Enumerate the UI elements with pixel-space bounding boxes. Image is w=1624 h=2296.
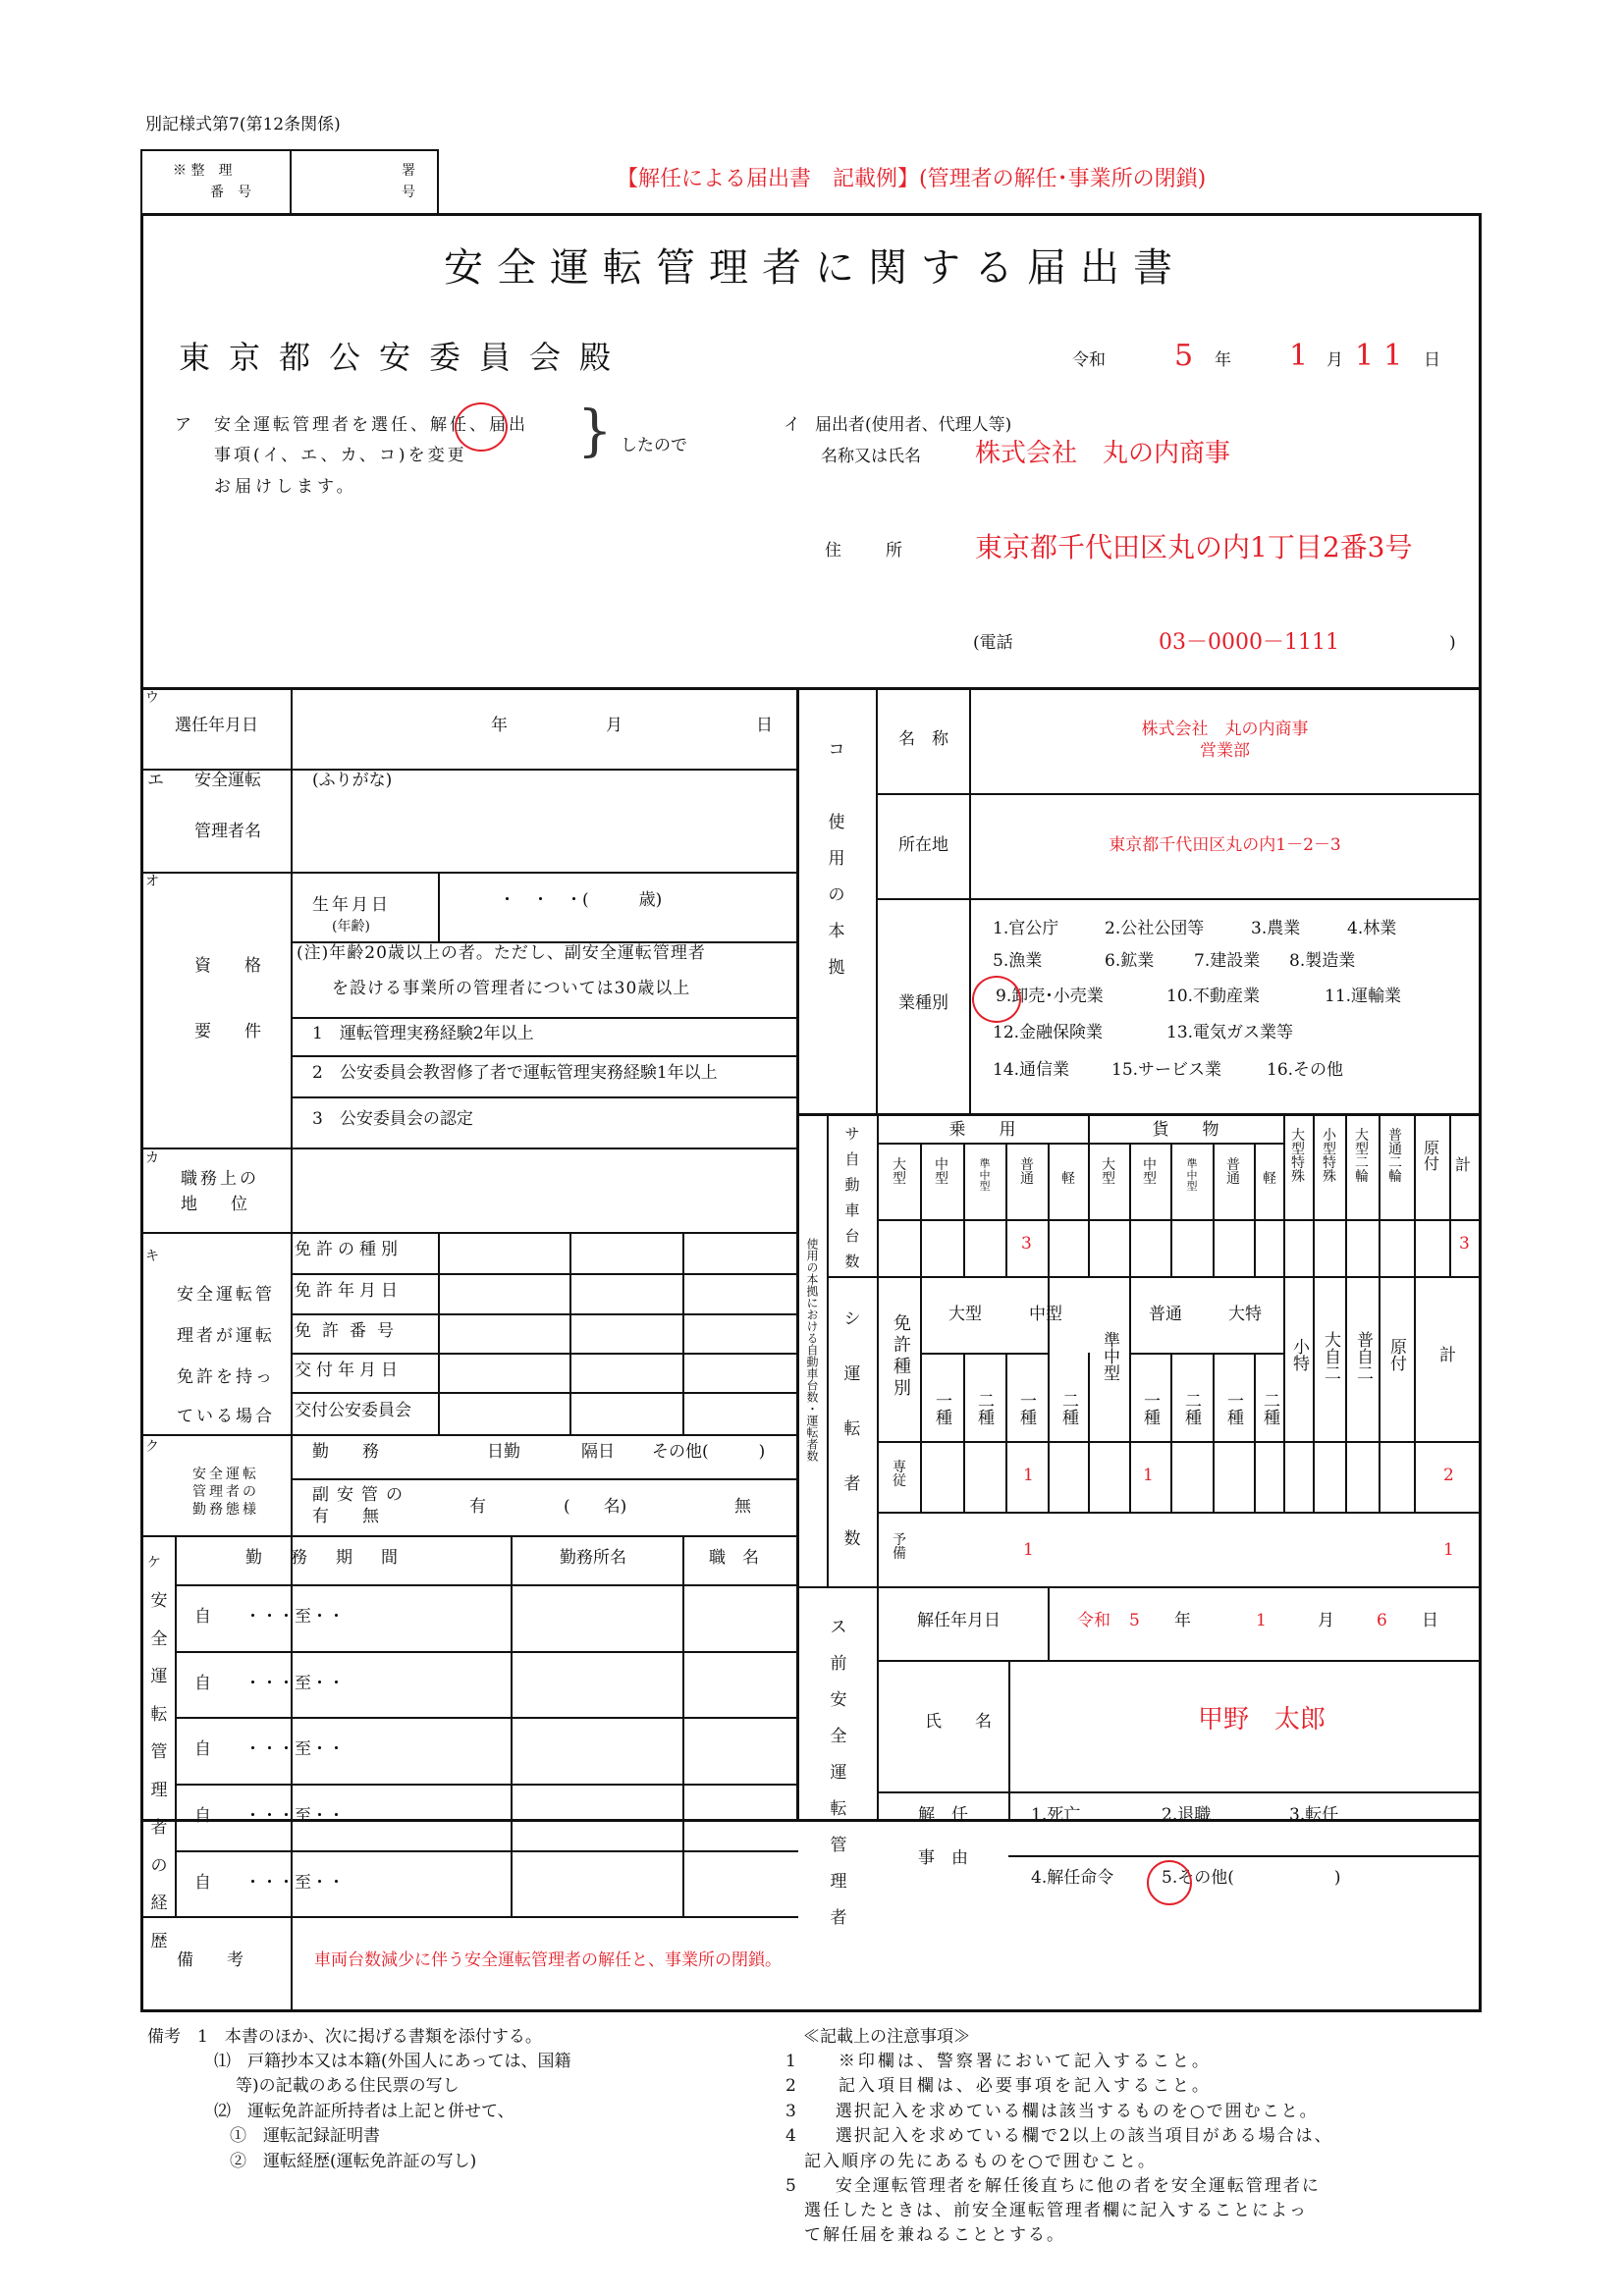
example-note: 【解任による届出書 記載例】(管理者の解任･事業所の閉鎖) (617, 167, 1207, 191)
reception-go: 号 (402, 185, 415, 200)
page-title: 安全運転管理者に関する届出書 (444, 245, 1186, 291)
driver-yobi-total: 1 (1443, 1540, 1454, 1560)
remarks-label: 備 考 (177, 1950, 244, 1970)
driver-senju-total: 2 (1443, 1466, 1454, 1485)
applicant-tel: 03－0000－1111 (1159, 630, 1339, 655)
applicant-name: 株式会社 丸の内商事 (975, 439, 1231, 468)
form-id: 別記様式第7(第12条関係) (145, 115, 341, 134)
vehicle-count-total: 3 (1459, 1234, 1470, 1254)
remarks-text: 車両台数減少に伴う安全運転管理者の解任と、事業所の閉鎖。 (314, 1950, 782, 1970)
reception-sho: 署 (402, 163, 415, 179)
selected-industry-circle (972, 976, 1021, 1023)
selected-reason-circle (1147, 1860, 1192, 1905)
driver-senju-chugata: 1 (1023, 1466, 1034, 1485)
driver-yobi-chugata: 1 (1023, 1540, 1034, 1560)
reception-bango: 番 号 (210, 185, 251, 200)
driver-senju-futsu: 1 (1143, 1466, 1154, 1485)
selected-kainin-circle (455, 402, 508, 452)
vehicle-count-futsu: 3 (1021, 1234, 1032, 1254)
addressee: 東京都公安委員会殿 (179, 339, 630, 376)
applicant-address: 東京都千代田区丸の内1丁目2番3号 (975, 531, 1413, 563)
reception-seiri: ※ 整 理 (173, 163, 233, 179)
former-manager-name: 甲野 太郎 (1198, 1705, 1326, 1735)
